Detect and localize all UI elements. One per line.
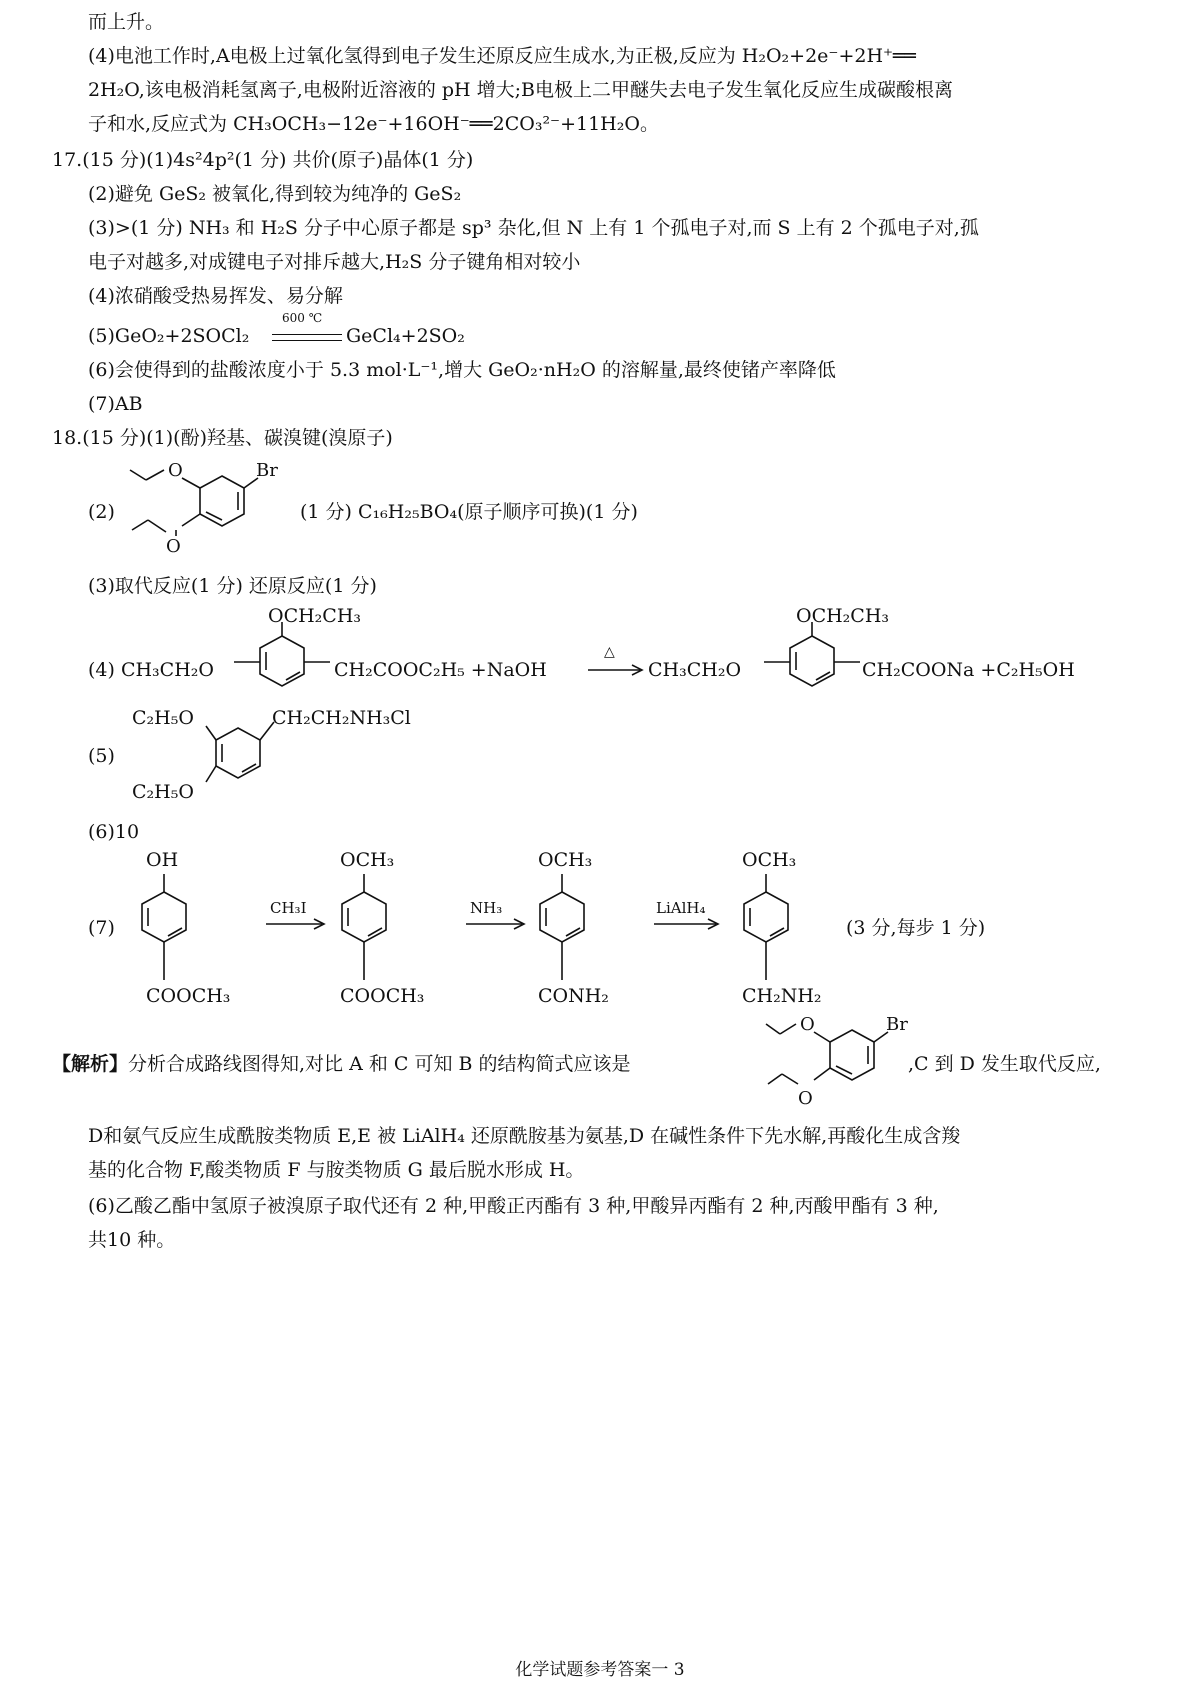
compound-1 [120, 868, 220, 988]
compound-4 [722, 868, 822, 988]
structure-b-inline [760, 1012, 910, 1112]
text-line: (6)会使得到的盐酸浓度小于 5.3 mol·L⁻¹,增大 GeO₂·nH₂O 的溶解量,最终使锗产率降低 [88, 359, 836, 381]
label-7: (7) [88, 917, 115, 939]
equation-5-left: (5)GeO₂+2SOCl₂ [88, 325, 250, 347]
structure-b [120, 458, 290, 568]
equation-5-right: GeCl₄+2SO₂ [346, 325, 465, 347]
analysis-line: (6)乙酸乙酯中氢原子被溴原子取代还有 2 种,甲酸正丙酯有 3 种,甲酸异丙酯有 2 种,丙酸甲酯有 3 种, [88, 1195, 939, 1217]
o-label: O [800, 1014, 815, 1035]
text-line: (6)10 [88, 821, 140, 843]
reagent-label: NH₃ [470, 899, 503, 917]
label-2: (2) [88, 501, 115, 523]
substituent-label: OCH₂CH₃ [796, 605, 890, 627]
formula-answer: (1 分) C₁₆H₂₅BO₄(原子顺序可换)(1 分) [300, 501, 638, 523]
substituent-label: CONH₂ [538, 985, 609, 1007]
reagent-label: CH₃I [270, 899, 307, 917]
reaction-4-reactants: CH₂COOC₂H₅ +NaOH [334, 659, 547, 681]
analysis-line [52, 1052, 631, 1076]
substituent-label: OCH₃ [538, 849, 593, 871]
substituent-label: OCH₂CH₃ [268, 605, 362, 627]
text-line: (3)>(1 分) NH₃ 和 H₂S 分子中心原子都是 sp³ 杂化,但 N 上有 1 个孤电子对,而 S 上有 2 个孤电子对,孤 [88, 217, 979, 239]
equation-5-condition: 600 ℃ [282, 311, 323, 325]
text-line: (3)取代反应(1 分) 还原反应(1 分) [88, 575, 377, 597]
substituent-label: COOCH₃ [340, 985, 425, 1007]
analysis-tag: 【解析】 [52, 1053, 129, 1075]
text-line: (4)浓硝酸受热易挥发、易分解 [88, 285, 343, 307]
substituent-label: CH₂NH₂ [742, 985, 822, 1007]
heat-symbol: △ [604, 644, 615, 660]
substituent-label: C₂H₅O [132, 707, 194, 729]
question-17: 17.(15 分)(1)4s²4p²(1 分) 共价(原子)晶体(1 分) [52, 149, 474, 171]
reagent-label: LiAlH₄ [656, 899, 706, 917]
score-note: (3 分,每步 1 分) [846, 917, 986, 939]
o-label: O [798, 1088, 813, 1109]
o-label: O [166, 536, 181, 557]
question-18: 18.(15 分)(1)(酚)羟基、碳溴键(溴原子) [52, 427, 393, 449]
substituent-label: C₂H₅O [132, 781, 194, 803]
page-footer: 化学试题参考答案一 3 [515, 1660, 685, 1680]
text-line: 2H₂O,该电极消耗氢离子,电极附近溶液的 pH 增大;B电极上二甲醚失去电子发生氧化反应生成碳酸根离 [88, 79, 953, 101]
reaction-arrow [264, 914, 328, 934]
product-label: CH₃CH₂O [648, 659, 742, 681]
analysis-line: 共10 种。 [88, 1229, 176, 1251]
analysis-line: 基的化合物 F,酸类物质 F 与胺类物质 G 最后脱水形成 H。 [88, 1159, 585, 1181]
o-label: O [168, 460, 183, 481]
text-line: (7)AB [88, 393, 143, 415]
text-line: 而上升。 [88, 11, 165, 33]
text-line: (2)避免 GeS₂ 被氧化,得到较为纯净的 GeS₂ [88, 183, 462, 205]
substituent-label: OCH₃ [742, 849, 797, 871]
text-line: (4)电池工作时,A电极上过氧化氢得到电子发生还原反应生成水,为正极,反应为 H₂O₂+2e⁻+2H⁺══ [88, 45, 916, 67]
analysis-text: ,C 到 D 发生取代反应, [908, 1053, 1101, 1075]
substituent-label: COOCH₃ [146, 985, 231, 1007]
compound-3 [518, 868, 618, 988]
equals-sign [272, 334, 342, 341]
text-line: 子和水,反应式为 CH₃OCH₃−12e⁻+16OH⁻══2CO₃²⁻+11H₂O。 [88, 113, 659, 135]
reaction-arrow [586, 660, 646, 680]
analysis-text: 分析合成路线图得知,对比 A 和 C 可知 B 的结构简式应该是 [128, 1053, 631, 1075]
analysis-line: D和氨气反应生成酰胺类物质 E,E 被 LiAlH₄ 还原酰胺基为氨基,D 在碱性条件下先水解,再酸化生成含羧 [88, 1125, 961, 1147]
reaction-4-label: (4) CH₃CH₂O [88, 659, 214, 681]
br-label: Br [886, 1014, 908, 1035]
text-line: 电子对越多,对成键电子对排斥越大,H₂S 分子键角相对较小 [88, 251, 581, 273]
substituent-label: OH [146, 849, 179, 871]
substituent-label: CH₂CH₂NH₃Cl [272, 707, 411, 729]
structure-5 [190, 700, 310, 810]
label-5: (5) [88, 745, 115, 767]
substituent-label: OCH₃ [340, 849, 395, 871]
reaction-arrow [652, 914, 722, 934]
br-label: Br [256, 460, 278, 481]
compound-2 [320, 868, 420, 988]
reaction-4-products: CH₂COONa +C₂H₅OH [862, 659, 1075, 681]
